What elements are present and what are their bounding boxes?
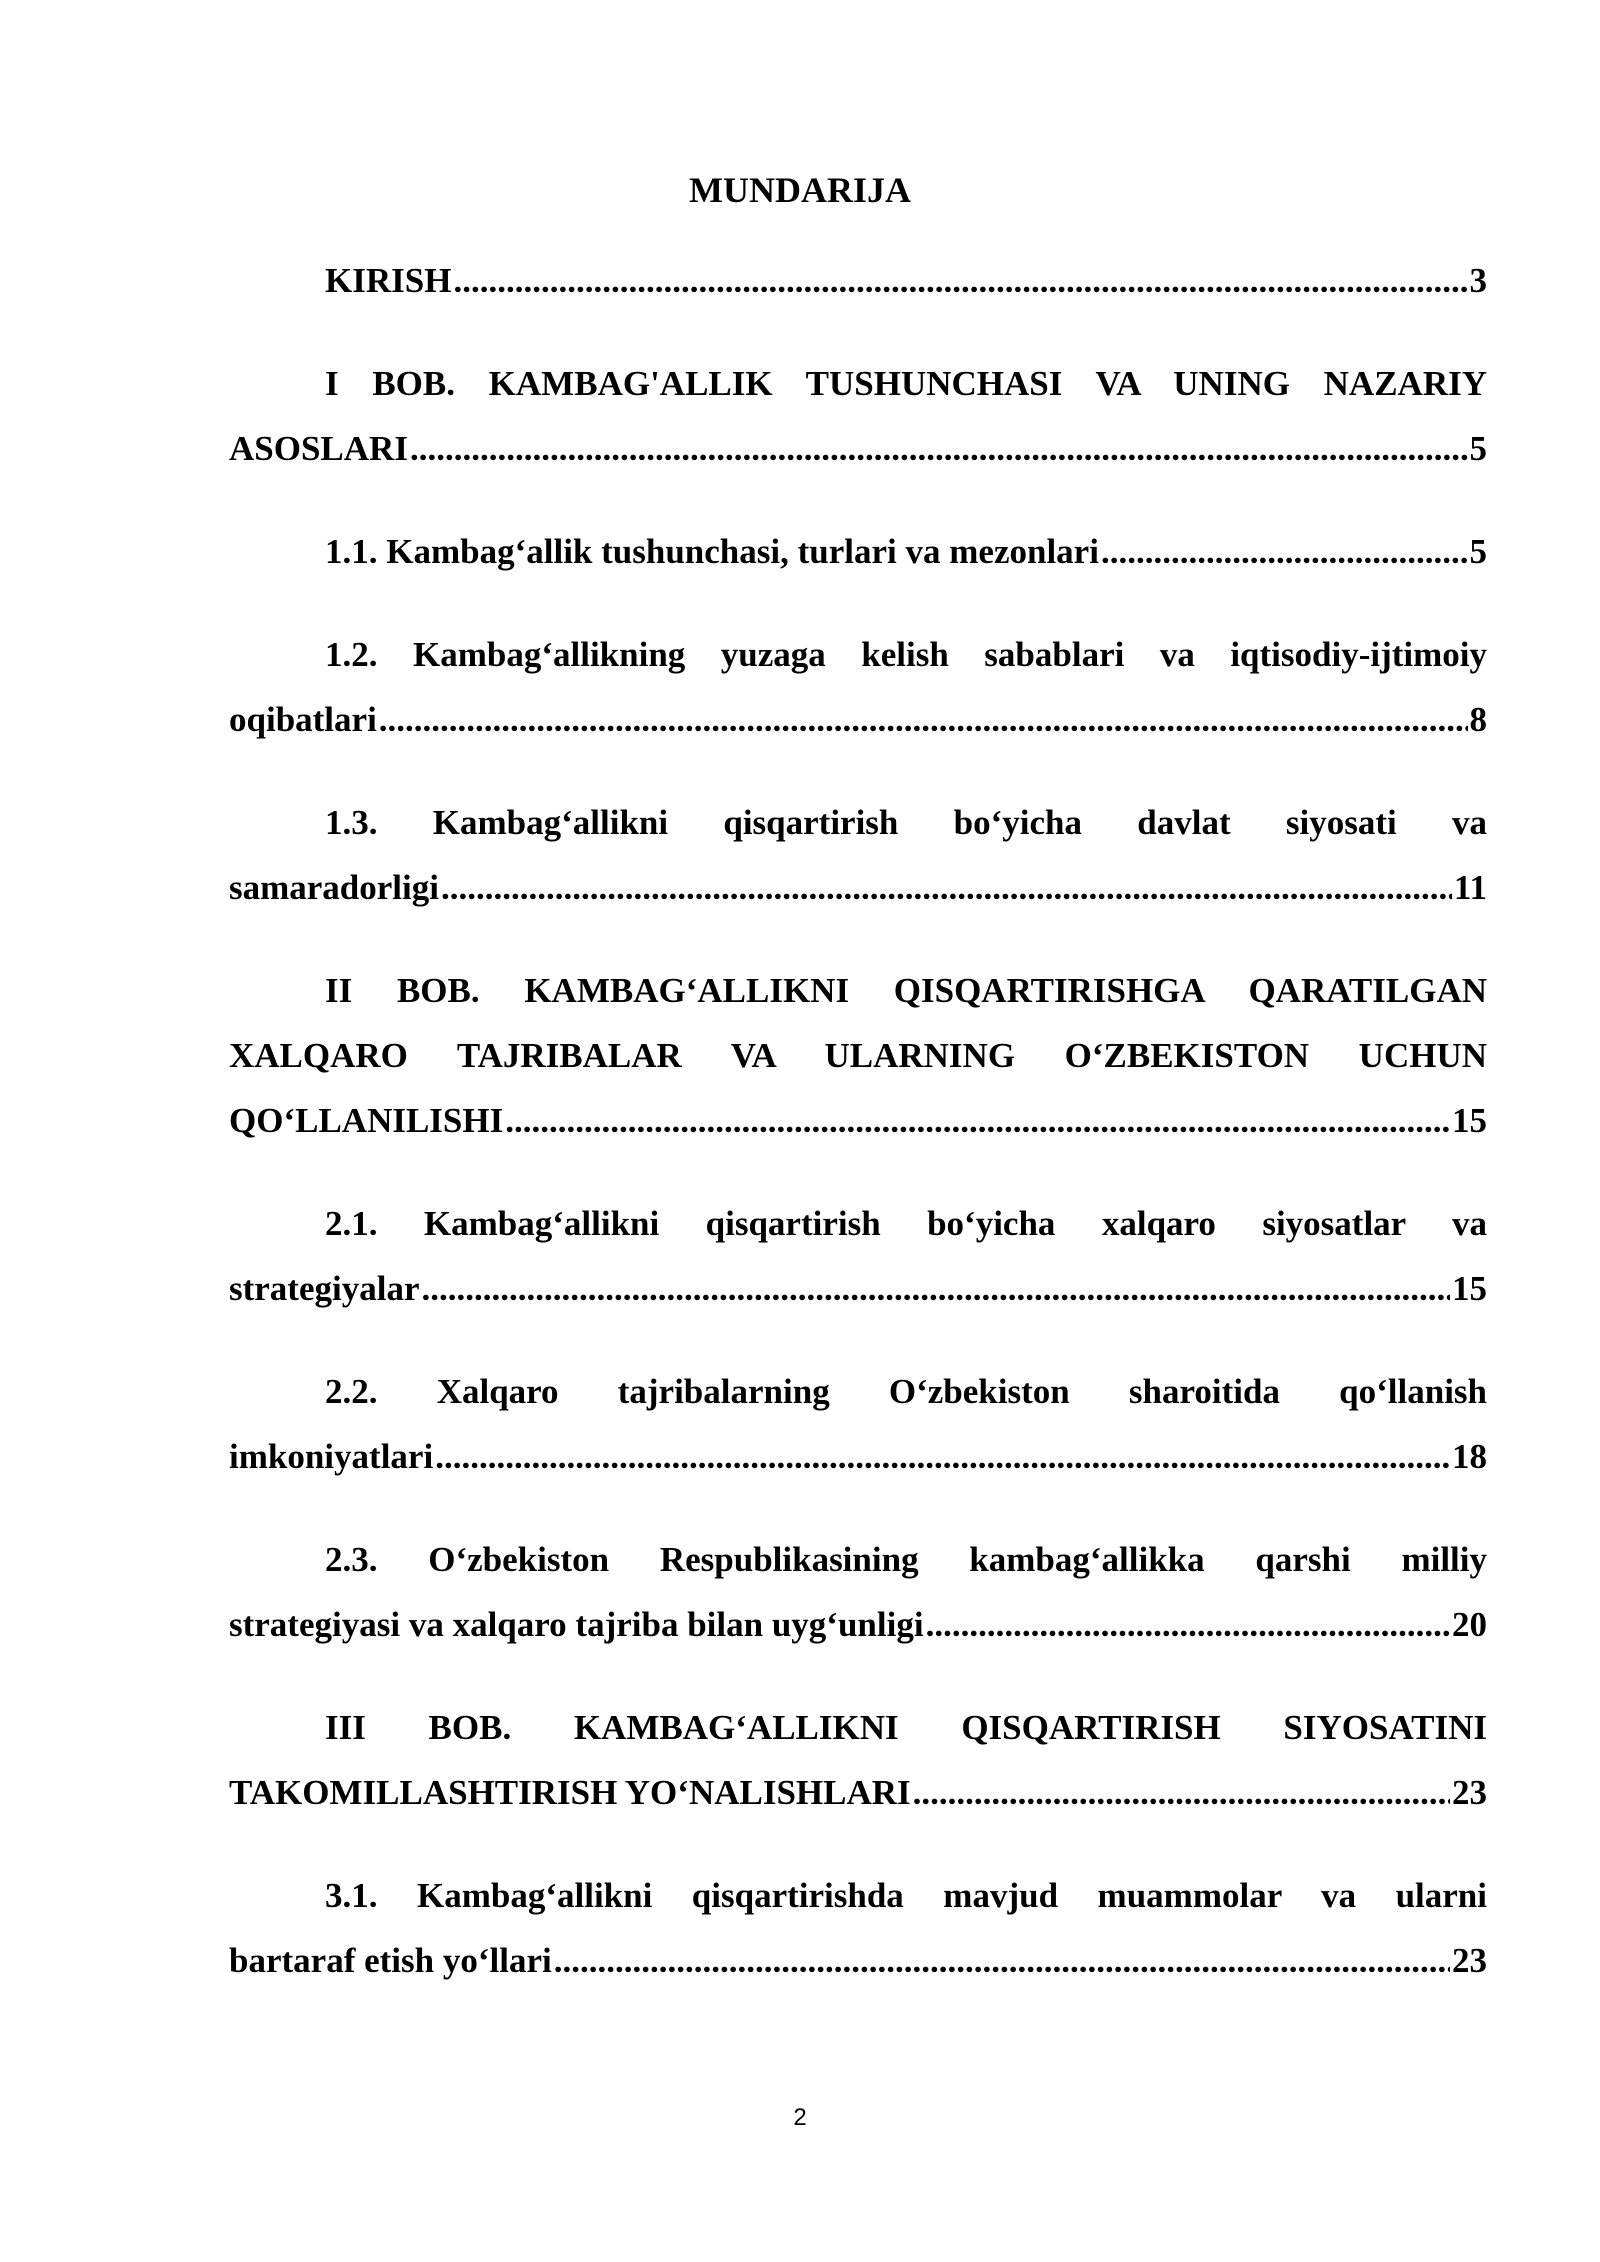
toc-entry-label: oqibatlari bbox=[229, 700, 377, 739]
toc-entry-label: II BOB. KAMBAG‘ALLIKNI QISQARTIRISHGA QARATILGAN bbox=[325, 971, 1487, 1010]
toc-entry bbox=[229, 1191, 1487, 1321]
toc-page-number: 5 bbox=[1469, 532, 1487, 571]
toc-entry-label: 2.3. O‘zbekiston Respublikasining kambag‘allikka qarshi milliy bbox=[325, 1540, 1487, 1579]
toc-entry-label: QO‘LLANILISHI bbox=[229, 1101, 504, 1140]
dot-leader bbox=[421, 1256, 1450, 1321]
dot-leader bbox=[453, 248, 1467, 313]
dot-leader bbox=[913, 1760, 1450, 1825]
toc-entry-label: bartaraf etish yo‘llari bbox=[229, 1941, 552, 1980]
page-number: 2 bbox=[793, 2104, 807, 2131]
toc-entry bbox=[229, 958, 1487, 1153]
toc-entry-label: ASOSLARI bbox=[229, 429, 408, 468]
toc-page-number: 8 bbox=[1469, 700, 1487, 739]
toc-entry-label: 3.1. Kambag‘allikni qisqartirishda mavjud muammolar va ularni bbox=[325, 1876, 1487, 1915]
dot-leader bbox=[379, 687, 1468, 752]
toc-page-number: 20 bbox=[1452, 1605, 1487, 1644]
table-of-contents bbox=[229, 248, 1487, 2031]
toc-entry-label: strategiyalar bbox=[229, 1269, 420, 1308]
toc-entry bbox=[229, 351, 1487, 481]
dot-leader bbox=[1101, 519, 1468, 584]
toc-entry-label: 1.1. Kambag‘allik tushunchasi, turlari va mezonlari bbox=[325, 532, 1099, 571]
dot-leader bbox=[410, 416, 1468, 481]
toc-entry-label: 2.2. Xalqaro tajribalarning O‘zbekiston sharoitida qo‘llanish bbox=[325, 1372, 1487, 1411]
dot-leader bbox=[505, 1088, 1450, 1153]
toc-page-number: 5 bbox=[1469, 429, 1487, 468]
toc-entry bbox=[229, 1695, 1487, 1825]
toc-page-number: 15 bbox=[1452, 1101, 1487, 1140]
toc-entry-label: strategiyasi va xalqaro tajriba bilan uyg‘unligi bbox=[229, 1605, 924, 1644]
toc-entry-label: 1.2. Kambag‘allikning yuzaga kelish sabablari va iqtisodiy-ijtimoiy bbox=[325, 635, 1487, 674]
toc-entry bbox=[229, 622, 1487, 752]
toc-entry-label: TAKOMILLASHTIRISH YO‘NALISHLARI bbox=[229, 1773, 911, 1812]
toc-page-number: 15 bbox=[1452, 1269, 1487, 1308]
dot-leader bbox=[926, 1592, 1450, 1657]
toc-entry bbox=[229, 790, 1487, 920]
toc-entry-label: imkoniyatlari bbox=[229, 1437, 434, 1476]
dot-leader bbox=[435, 1424, 1450, 1489]
toc-entry bbox=[229, 1359, 1487, 1489]
toc-entry bbox=[229, 519, 1487, 584]
toc-page-number: 23 bbox=[1452, 1941, 1487, 1980]
toc-entry-label: 2.1. Kambag‘allikni qisqartirish bo‘yicha xalqaro siyosatlar va bbox=[325, 1204, 1487, 1243]
toc-entry-label: KIRISH bbox=[325, 261, 452, 300]
toc-entry-label: XALQARO TAJRIBALAR VA ULARNING O‘ZBEKISTON UCHUN bbox=[229, 1036, 1487, 1075]
toc-entry-label: 1.3. Kambag‘allikni qisqartirish bo‘yicha davlat siyosati va bbox=[325, 803, 1487, 842]
page-title: MUNDARIJA bbox=[689, 170, 911, 210]
toc-page-number: 11 bbox=[1453, 868, 1487, 907]
toc-entry-label: I BOB. KAMBAG'ALLIK TUSHUNCHASI VA UNING NAZARIY bbox=[325, 364, 1487, 403]
toc-entry bbox=[229, 1863, 1487, 1993]
toc-entry bbox=[229, 248, 1487, 313]
toc-page-number: 3 bbox=[1469, 261, 1487, 300]
dot-leader bbox=[554, 1928, 1450, 1993]
toc-entry-label: samaradorligi bbox=[229, 868, 439, 907]
toc-entry-label: III BOB. KAMBAG‘ALLIKNI QISQARTIRISH SIYOSATINI bbox=[325, 1708, 1487, 1747]
dot-leader bbox=[441, 855, 1452, 920]
toc-page-number: 18 bbox=[1452, 1437, 1487, 1476]
toc-page-number: 23 bbox=[1452, 1773, 1487, 1812]
toc-entry bbox=[229, 1527, 1487, 1657]
